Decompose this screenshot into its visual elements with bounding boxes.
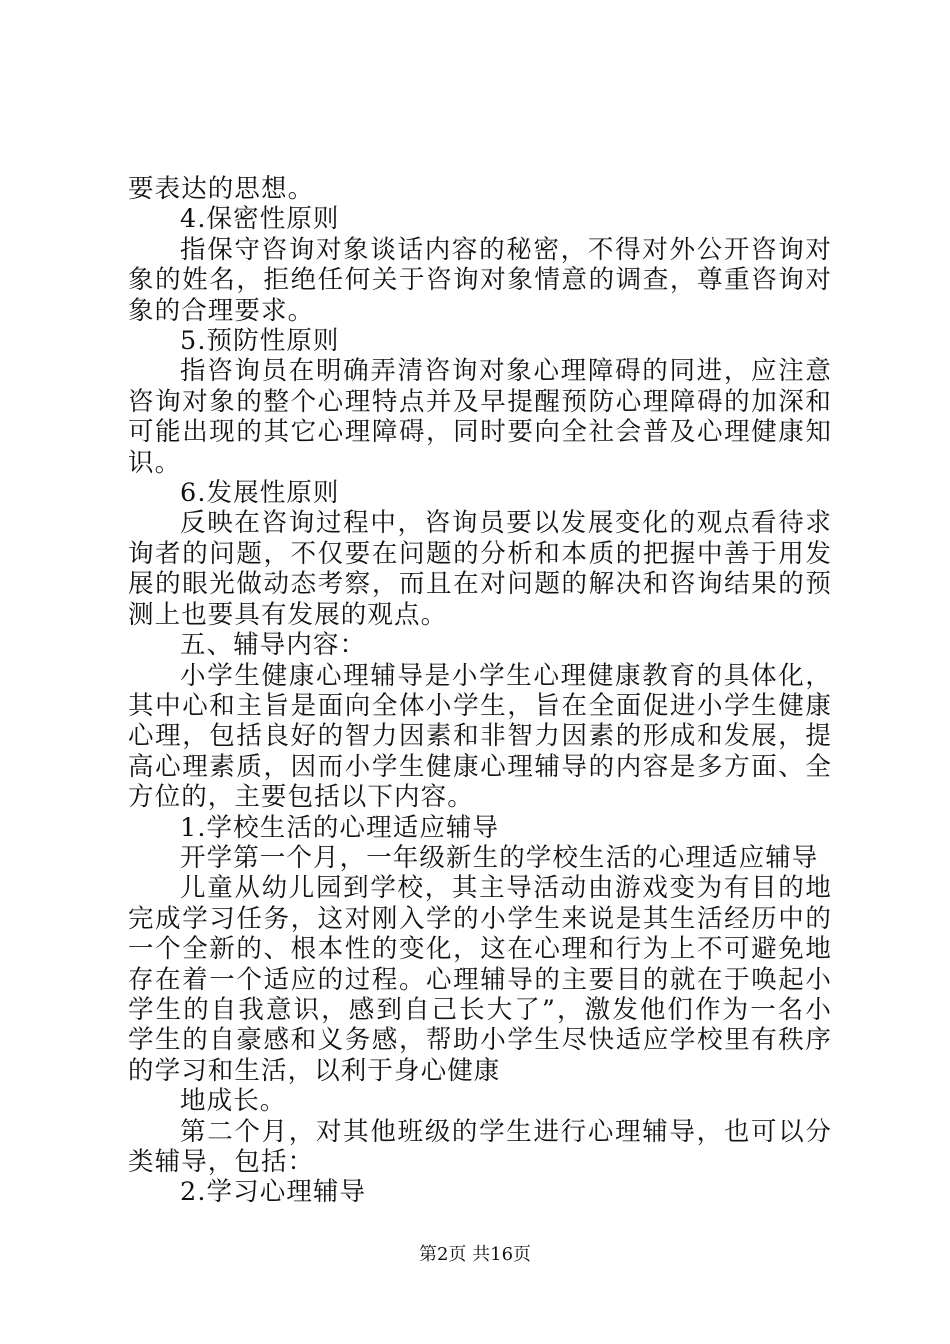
document-body (128, 174, 832, 1208)
paragraph: 指咨询员在明确弄清咨询对象心理障碍的同进，应注意咨询对象的整个心理特点并及早提醒预防心理障碍的加深和可能出现的其它心理障碍，同时要向全社会普及心理健康知识。 (128, 356, 832, 478)
paragraph: 要表达的思想。 (128, 174, 315, 204)
page-number: 第2页 共16页 (418, 1244, 532, 1265)
page-footer (0, 1243, 950, 1267)
paragraph: 开学第一个月，一年级新生的学校生活的心理适应辅导 (180, 842, 819, 873)
section-heading: 2.学习心理辅导 (180, 1177, 367, 1208)
section-heading: 4.保密性原则 (180, 204, 340, 235)
section-heading: 1.学校生活的心理适应辅导 (180, 812, 500, 843)
section-heading: 五、辅导内容： (180, 630, 367, 661)
paragraph: 儿童从幼儿园到学校，其主导活动由游戏变为有目的地完成学习任务，这对刚入学的小学生来说是其生活经历中的一个全新的、根本性的变化，这在心理和行为上不可避免地存在着一个适应的过程。心理辅导的主要目的就在于唤起小学生的自我意识，感到自己长大了”，激发他们作为一名小学生的自豪感和义务感，帮助小学生尽快适应学校里有秩序的学习和生活，以利于身心健康 (128, 873, 832, 1086)
section-heading: 6.发展性原则 (180, 478, 340, 509)
paragraph: 指保守咨询对象谈话内容的秘密，不得对外公开咨询对象的姓名，拒绝任何关于咨询对象情意的调查，尊重咨询对象的合理要求。 (128, 234, 832, 326)
paragraph: 地成长。 (180, 1086, 287, 1117)
paragraph: 第二个月，对其他班级的学生进行心理辅导，也可以分类辅导，包括： (128, 1116, 832, 1177)
paragraph: 小学生健康心理辅导是小学生心理健康教育的具体化，其中心和主旨是面向全体小学生，旨在全面促进小学生健康心理，包括良好的智力因素和非智力因素的形成和发展，提高心理素质，因而小学生健康心理辅导的内容是多方面、全方位的，主要包括以下内容。 (128, 660, 832, 813)
paragraph: 反映在咨询过程中，咨询员要以发展变化的观点看待求询者的问题，不仅要在问题的分析和本质的把握中善于用发展的眼光做动态考察，而且在对问题的解决和咨询结果的预测上也要具有发展的观点。 (128, 508, 832, 630)
section-heading: 5.预防性原则 (180, 326, 340, 357)
